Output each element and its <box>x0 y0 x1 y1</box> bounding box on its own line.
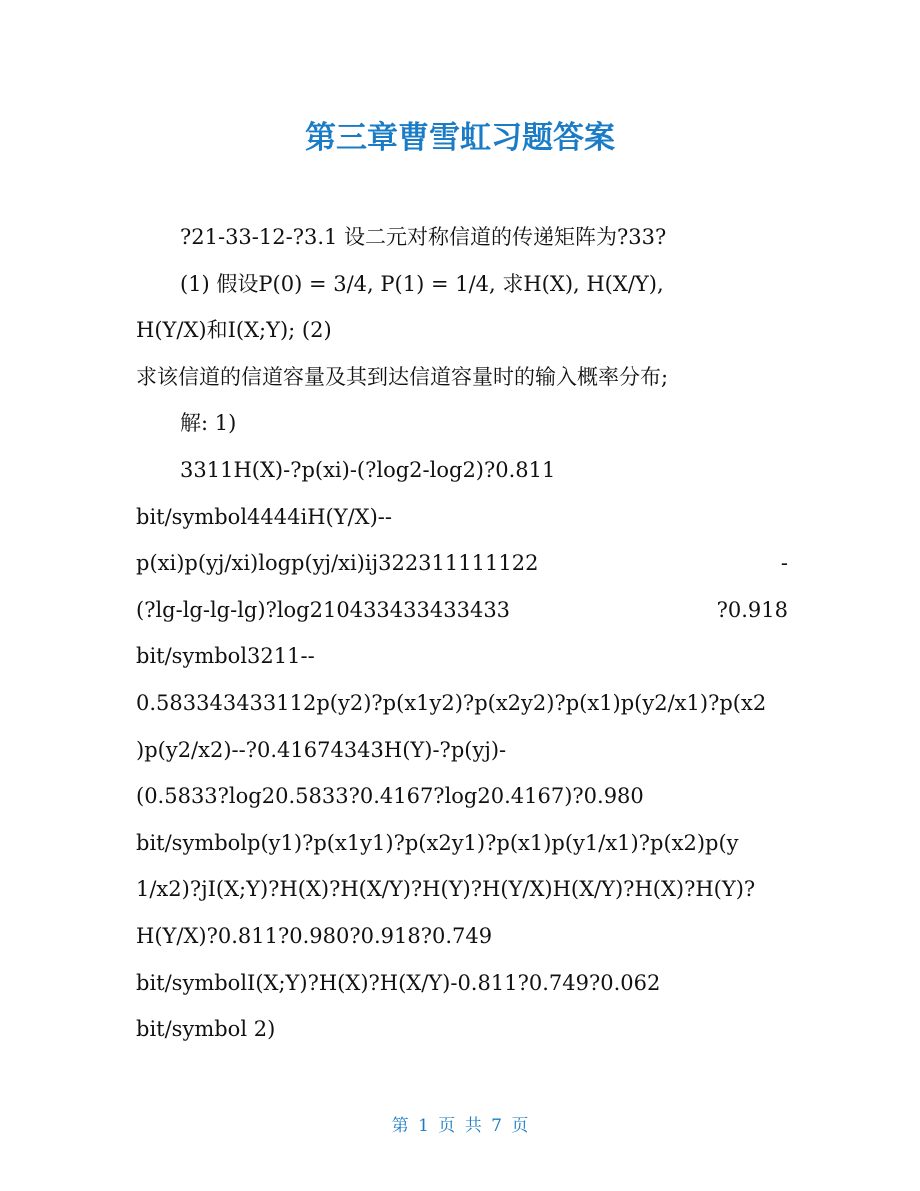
page-indicator: 第 1 页 共 7 页 <box>391 1116 529 1136</box>
page-title: 第三章曹雪虹习题答案 <box>305 120 615 156</box>
text-line: 1/x2)?jI(X;Y)?H(X)?H(X/Y)?H(Y)?H(Y/X)H(X/Y)?H(X)?H(Y)? <box>136 877 756 902</box>
text-line: (0.5833?log20.5833?0.4167?log20.4167)?0.980 <box>136 784 644 809</box>
text-line: bit/symbolI(X;Y)?H(X)?H(X/Y)-0.811?0.749?0.062 <box>136 970 661 995</box>
text-line: H(Y/X)?0.811?0.980?0.918?0.749 <box>136 923 493 948</box>
text-line: H(Y/X)和I(X;Y); (2) <box>136 318 332 343</box>
text-line-left: (?lg-lg-lg-lg)?log210433433433433 <box>136 597 511 622</box>
text-line: 解: 1) <box>180 411 237 436</box>
text-line <box>136 540 788 587</box>
text-line: 0.583343433112p(y2)?p(x1y2)?p(x2y2)?p(x1)p(y2/x1)?p(x2 <box>136 690 767 715</box>
text-line: ?21-33-12-?3.1 设二元对称信道的传递矩阵为?33? <box>180 225 667 249</box>
text-line: bit/symbol 2) <box>136 1017 276 1042</box>
text-line: 求该信道的信道容量及其到达信道容量时的输入概率分布; <box>136 364 669 389</box>
text-line: 3311H(X)-?p(xi)-(?log2-log2)?0.811 <box>180 457 556 482</box>
text-line-right: ?0.918 <box>716 597 788 622</box>
text-line: bit/symbolp(y1)?p(x1y1)?p(x2y1)?p(x1)p(y1/x1)?p(x2)p(y <box>136 830 739 855</box>
document-body <box>136 214 788 1053</box>
text-line: )p(y2/x2)--?0.41674343H(Y)-?p(yj)- <box>136 737 507 762</box>
text-line: (1) 假设P(0) = 3/4, P(1) = 1/4, 求H(X), H(X/Y), <box>180 271 664 296</box>
text-line <box>136 587 788 634</box>
text-line: bit/symbol4444iH(Y/X)-- <box>136 504 392 529</box>
text-line: bit/symbol3211-- <box>136 644 315 669</box>
text-line-right: - <box>780 551 788 576</box>
text-line-left: p(xi)p(yj/xi)logp(yj/xi)ij322311111122 <box>136 551 539 576</box>
